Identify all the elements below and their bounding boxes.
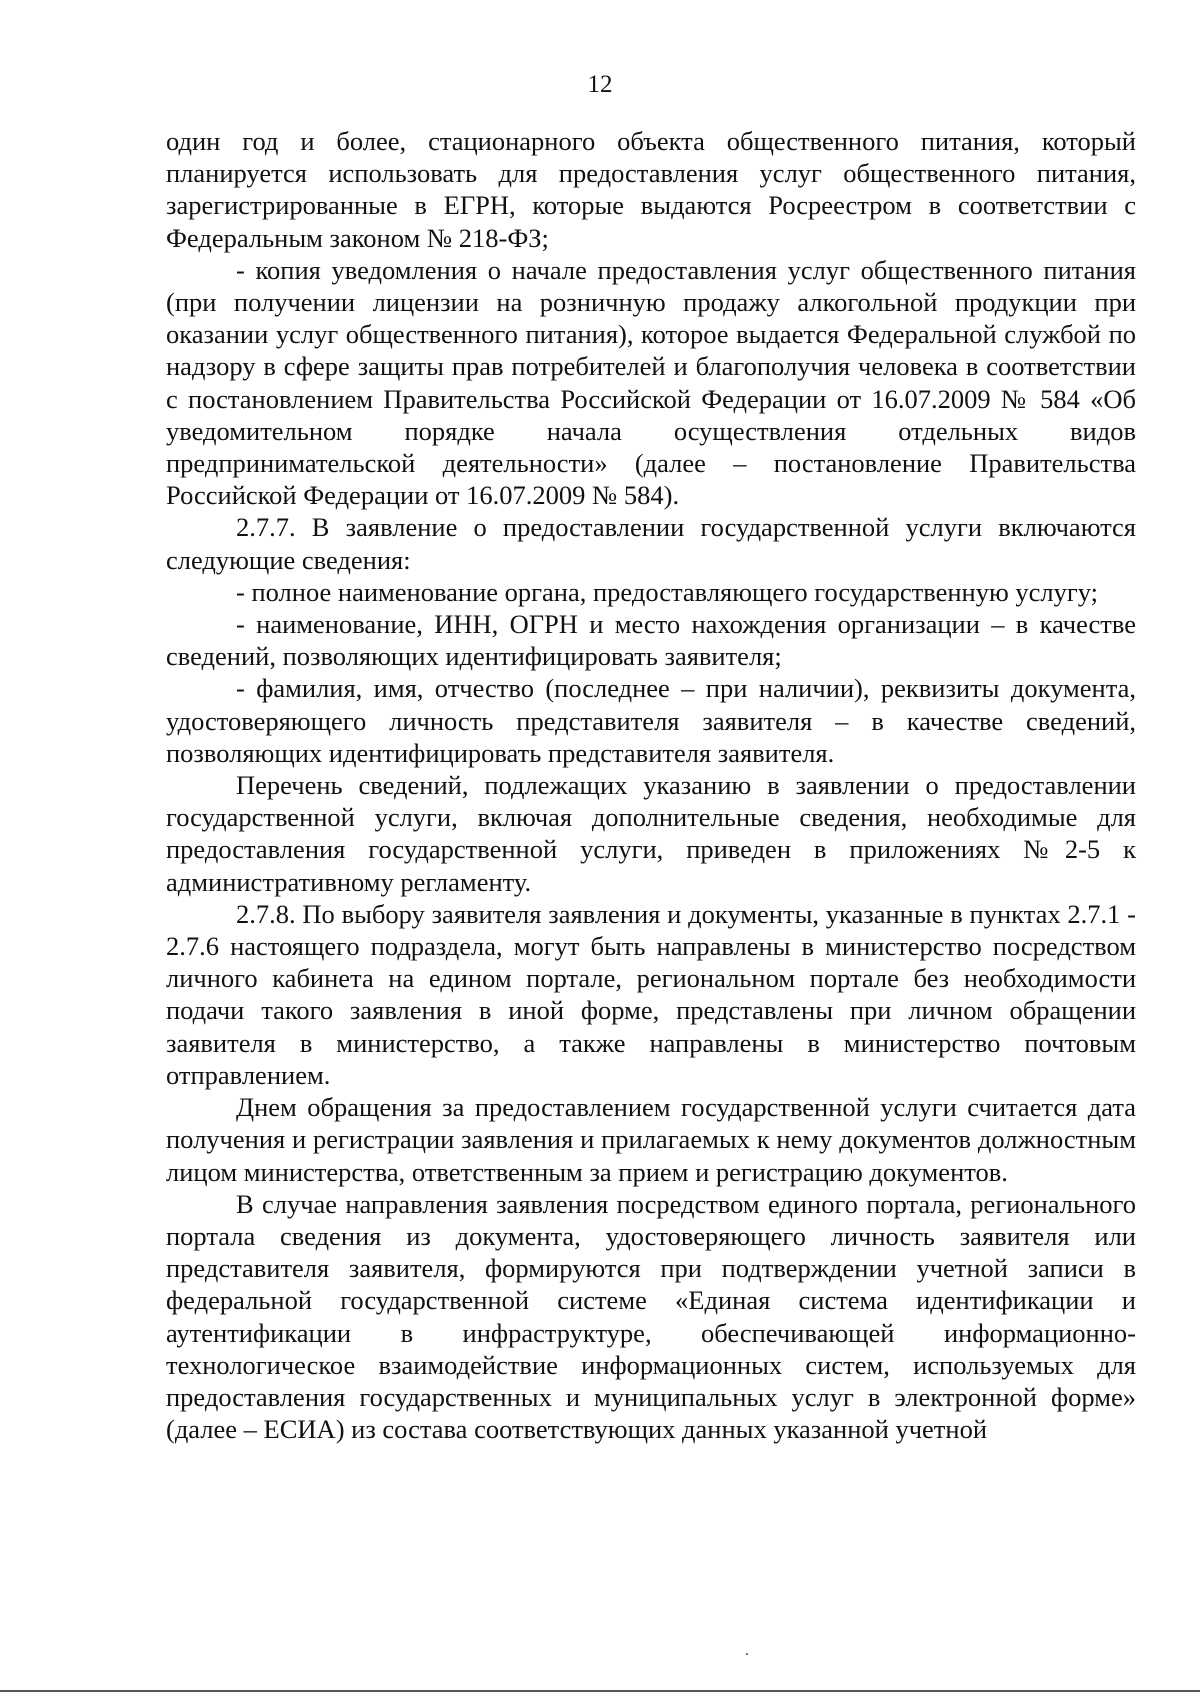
bottom-edge-rule [0,1690,1200,1692]
paragraph-5: - наименование, ИНН, ОГРН и место нахождения организации – в качестве сведений, позволяющих идентифицировать заявителя; [166,609,1136,672]
paragraph-7: Перечень сведений, подлежащих указанию в заявлении о предоставлении государственной услуги, включая дополнительные сведения, необходимые для предоставления государственной услуги, приведен в приложениях №2-5 к административному регламенту. [166,770,1136,897]
page-number: 12 [587,71,613,98]
paragraph-9: Днем обращения за предоставлением государственной услуги считается дата получения и регистрации заявления и прилагаемых к нему документов должностным лицом министерства, ответственным за прием и регистрацию документов. [166,1092,1136,1187]
paragraph-1: один год и более, стационарного объекта общественного питания, который планируется использовать для предоставления услуг общественного питания, зарегистрированные в ЕГРН, которые выдаются Росреестром в соответствии с Федеральным законом № 218-ФЗ; [166,126,1136,253]
document-body [166,125,1136,1445]
paragraph-2: - копия уведомления о начале предоставления услуг общественного питания (при получении лицензии на розничную продажу алкогольной продукции при оказании услуг общественного питания), которое выдается Федеральной службой по надзору в сфере защиты прав потребителей и благополучия человека в соответствии с постановлением Правительства Российской Федерации от 16.07.2009 № 584 «Об уведомительном порядке начала осуществления отдельных видов предпринимательской деятельности» (далее – постановление Правительства Российской Федерации от 16.07.2009 № 584). [166,254,1136,511]
scan-dot [746,1653,748,1655]
paragraph-3: 2.7.7. В заявление о предоставлении государственной услуги включаются следующие сведения: [166,512,1136,575]
paragraph-4: - полное наименование органа, предоставляющего государственную услугу; [236,576,1099,607]
paragraph-8: 2.7.8. По выбору заявителя заявления и документы, указанные в пунктах 2.7.1 - 2.7.6 настоящего подраздела, могут быть направлены в министерство посредством личного кабинета на едином портале, региональном портале без необходимости подачи такого заявления в иной форме, представлены при личном обращении заявителя в министерство, а также направлены в министерство почтовым отправлением. [166,898,1136,1090]
paragraph-10: В случае направления заявления посредством единого портала, регионального портала сведения из документа, удостоверяющего личность заявителя или представителя заявителя, формируются при подтверждении учетной записи в федеральной государственной системе «Единая система идентификации и аутентификации в инфраструктуре, обеспечивающей информационно-технологическое взаимодействие информационных систем, используемых для предоставления государственных и муниципальных услуг в электронной форме» (далее – ЕСИА) из состава соответствующих данных указанной учетной [166,1188,1136,1445]
paragraph-6: - фамилия, имя, отчество (последнее – при наличии), реквизиты документа, удостоверяющего личность представителя заявителя – в качестве сведений, позволяющих идентифицировать представителя заявителя. [166,673,1136,768]
